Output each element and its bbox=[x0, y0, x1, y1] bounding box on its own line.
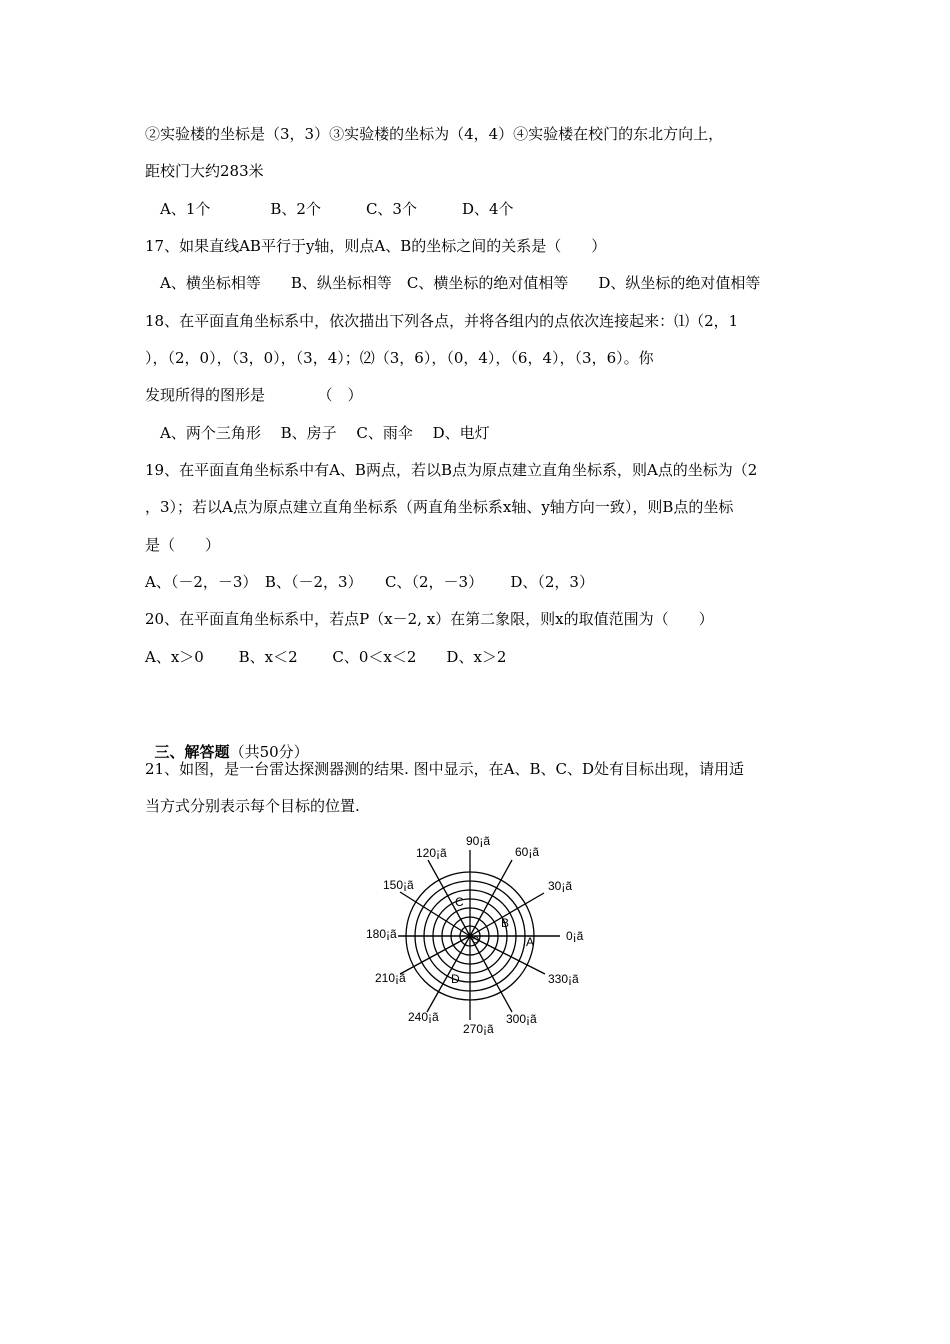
q16-options: A、1个 B、2个 C、3个 D、4个 bbox=[160, 200, 514, 218]
angle-label-330: 330¡ã bbox=[548, 972, 579, 986]
q16-line1: ②实验楼的坐标是（3，3）③实验楼的坐标为（4，4）④实验楼在校门的东北方向上， bbox=[145, 125, 724, 143]
q21-line2: 当方式分别表示每个目标的位置. bbox=[145, 797, 360, 815]
angle-label-90: 90¡ã bbox=[466, 834, 491, 848]
q18-line3: 发现所得的图形是 （ ） bbox=[145, 386, 363, 404]
q18-line2: ），（2，0），（3，0），（3，4）；⑵（3，6），（0，4），（6，4），（3，6）。你 bbox=[145, 349, 654, 367]
q16-line2: 距校门大约283米 bbox=[145, 162, 264, 180]
q19-line3: 是（ ） bbox=[145, 536, 221, 554]
angle-label-120: 120¡ã bbox=[416, 846, 447, 860]
section3-title: 三、解答题 bbox=[154, 743, 230, 761]
target-label-c: C bbox=[455, 895, 464, 909]
center-label-o: O bbox=[472, 935, 480, 945]
q19-line1: 19、在平面直角坐标系中有A、B两点，若以B点为原点建立直角坐标系，则A点的坐标为（2 bbox=[145, 461, 758, 479]
section3-note: （共50分） bbox=[229, 743, 309, 761]
q19-line2: ，3）；若以A点为原点建立直角坐标系（两直角坐标系x轴、y轴方向一致），则B点的坐标 bbox=[145, 498, 734, 516]
angle-label-270: 270¡ã bbox=[463, 1022, 494, 1036]
q19-options: A、（－2，－3） B、（－2，3） C、（2，－3） D、（2，3） bbox=[145, 573, 594, 591]
angle-label-210: 210¡ã bbox=[375, 971, 406, 985]
angle-label-0: 0¡ã bbox=[566, 929, 584, 943]
target-label-d: D bbox=[451, 972, 460, 986]
q18-line1: 18、在平面直角坐标系中，依次描出下列各点，并将各组内的点依次连接起来：⑴（2，1 bbox=[145, 312, 739, 330]
angle-label-150: 150¡ã bbox=[383, 878, 414, 892]
angle-label-60: 60¡ã bbox=[515, 845, 540, 859]
section3-heading bbox=[145, 722, 309, 762]
q17-stem: 17、如果直线AB平行于y轴，则点A、B的坐标之间的关系是（ ） bbox=[145, 237, 607, 255]
target-label-b: B bbox=[501, 916, 510, 930]
q18-options: A、两个三角形 B、房子 C、雨伞 D、电灯 bbox=[160, 424, 490, 442]
q20-stem: 20、在平面直角坐标系中，若点P（x－2, x）在第二象限，则x的取值范围为（ ） bbox=[145, 610, 714, 628]
q17-options: A、横坐标相等 B、纵坐标相等 C、横坐标的绝对值相等 D、纵坐标的绝对值相等 bbox=[160, 274, 761, 292]
q21-line1: 21、如图，是一台雷达探测器测的结果. 图中显示，在A、B、C、D处有目标出现，请用适 bbox=[145, 760, 744, 778]
angle-label-30: 30¡ã bbox=[548, 879, 573, 893]
angle-label-180: 180¡ã bbox=[366, 927, 397, 941]
q20-options: A、x＞0 B、x＜2 C、0＜x＜2 D、x＞2 bbox=[145, 648, 507, 666]
angle-label-240: 240¡ã bbox=[408, 1010, 439, 1024]
target-label-a: A bbox=[526, 935, 535, 949]
angle-label-300: 300¡ã bbox=[506, 1012, 537, 1026]
radar-diagram bbox=[355, 830, 595, 1040]
